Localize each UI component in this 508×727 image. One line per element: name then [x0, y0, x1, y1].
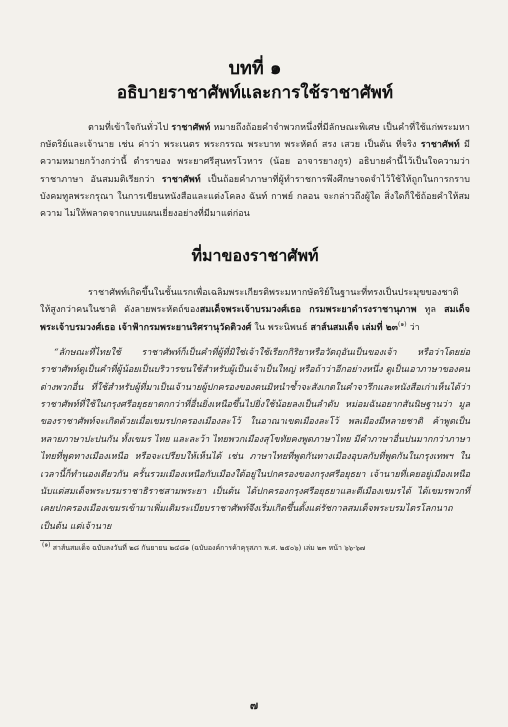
- text-run: ราชาศัพท์เกิดขึ้นในชั้นแรกเพื่อเฉลิมพระเกียรติพระมหากษัตริย์ในฐานะที่ทรงเป็นประมุขของชาติ ให้สูงกว่าคนในชาติ ดังลายพระหัตถ์ของ: [40, 288, 459, 316]
- bold-term: ราชาศัพท์: [420, 140, 460, 151]
- text-run: ตามที่เข้าใจกันทั่วไป: [88, 123, 169, 133]
- footnote-marker: (๑): [42, 541, 51, 549]
- intro-paragraph: [40, 120, 470, 223]
- section-heading: ที่มาของราชาศัพท์: [191, 246, 319, 266]
- bold-term: สาส์นสมเด็จ เล่มที่ ๒๓: [310, 322, 398, 333]
- bold-term: สมเด็จพระเจ้าบรมวงศ์เธอ กรมพระยาดำรงราชานุภาพ: [199, 305, 417, 316]
- chapter-title: อธิบายราชาศัพท์และการใช้ราชาศัพท์: [116, 83, 394, 103]
- footnote: [40, 543, 470, 554]
- text-run: ทูล: [424, 305, 437, 316]
- text-run: มีความหมายกว้างกว่านี้ ตำราของ พระยาศรีสุนทรโวหาร (น้อย อาจารยางกูร) อธิบายคำนี้ไว้เป็นใจความว่า ราชาภาษา อันสมมติเรียกว่า: [40, 140, 470, 185]
- bold-term: ราชาศัพท์: [161, 174, 201, 185]
- quoted-passage: “ลักษณะที่ไทยใช้ ราชาศัพท์ก็เป็นคำที่ผู้ที่มิใช่เจ้าใช้เรียกกิริยาหรือวัตถุอันเป็นของเจ้า หรือว่าโดยย่อ ราชาศัพท์ดูเป็นคำที่ผู้น้อยเป็นบริวารขนใช้สำหรับผู้เป็นเจ้าเป็นใหญ่ หรือถ้าว่าอีกอย่างหนึ่ง ดูเป็นเอาภาษาของคนต่างพวกอื่น ที่ใช้สำหรับผู้ที่มาเป็นเจ้านายผู้ปกครองของตนมิหนำซ้ำจะสังเกตในคำจารึกและหนังสือเก่าเห็นได้ว่า ราชาศัพท์ที่ใช้ในกรุงศรีอยุธยาตกกว่าที่อื่นยิ่งเหนือขึ้นไปยิ่งใช้น้อยลงเป็นลำดับ หม่อมฉันอยากสันนิษฐานว่า มูลของราชาศัพท์จะเกิดด้วยเมื่อเขมรปกครองเมืองละโว้ ในอาณาเขตเมืองละโว้ พลเมืองมีหลายชาติ ค้าพูดเป็นหลายภาษาปะปนกัน ทั้งเขมร ไทย และละว้า ไทยพวกเมืองสุโขทัยคงพูดภาษาไทย มีคำภาษาอื่นปนมากกว่าภาษาไทยที่พูดทางเมืองเหนือ หรือจะเปรียบให้เห็นได้ เช่น ภาษาไทยที่พูดกันทางเมืองอุบลกับที่พูดกันในกรุงเทพฯ ในเวลานี้ก็ทำนองเดียวกัน ครั้นรวมเมืองเหนือกับเมืองใต้อยู่ในปกครองของกรุงศรีอยุธยา เจ้านายที่เคยอยู่เมืองเหนือนับแต่สมเด็จพระบรมราชาธิราชสามพระยา เป็นต้น ได้ปกครองกรุงศรีอยุธยาและตีเมืองเขมรได้ ได้เขมรพวกที่เคยปกครองเมืองเขมรเข้ามาเพิ่มเติมระเบียบราชาศัพท์จึงเริ่มเกิดขึ้นตั้งแต่รัชกาลสมเด็จพระบรมไตรโลกนาถ เป็นต้น แต่เจ้านาย: [40, 347, 470, 532]
- text-run: ว่า: [409, 322, 420, 333]
- bold-term: ราชาศัพท์: [171, 123, 211, 133]
- text-run: ใน พระนิพนธ์: [254, 322, 308, 333]
- text-run: หมายถึงถ้อยคำจำพวกหนึ่งที่มีลักษณะพิเศษ เป็นคำที่ใช้แก่พระมหากษัตริย์และเจ้านาย เช่น ค่าว่า พระเนตร พระกรรณ พระบาท พระหัตถ์ สรง เสวย เป็นต้น ที่จริง: [40, 123, 470, 151]
- chapter-number: บทที่ ๑: [228, 58, 282, 79]
- text-run: เป็นถ้อยคำภาษาที่ผู้ทำราชการพึงศึกษาจดจำไว้ใช้ให้ถูกในการกราบบังคมทูลพระกรุณา ในการเขียนหนังสือและแต่งโคลง ฉันท์ กาพย์ กลอน จะกล่าวถึงผู้ใด สิ่งใดก็ใช้ถ้อยคำให้สมความ ไม่ให้พลาดจากแบบแผนเยี่ยงอย่างที่มีมาแต่ก่อน: [40, 174, 470, 220]
- chapter-heading: [40, 58, 470, 104]
- footnote-reference[interactable]: (๑): [398, 320, 407, 328]
- footnote-divider: [40, 540, 190, 541]
- origin-paragraph: [40, 285, 470, 337]
- page-number: ๗: [249, 699, 259, 712]
- footnote-text: สาส์นสมเด็จ ฉบับลงวันที่ ๒๘ กันยายน ๒๔๘๑ (ฉบับองค์การค้าคุรุสภา พ.ศ. ๒๕๐๖) เล่ม ๒๓ หน้า ๖๖-๖๗: [52, 544, 366, 553]
- bold-term: สมเด็จพระเจ้าบรมวงศ์เธอ เจ้าฟ้ากรมพระยานริศรานุวัดติวงศ์: [40, 305, 470, 333]
